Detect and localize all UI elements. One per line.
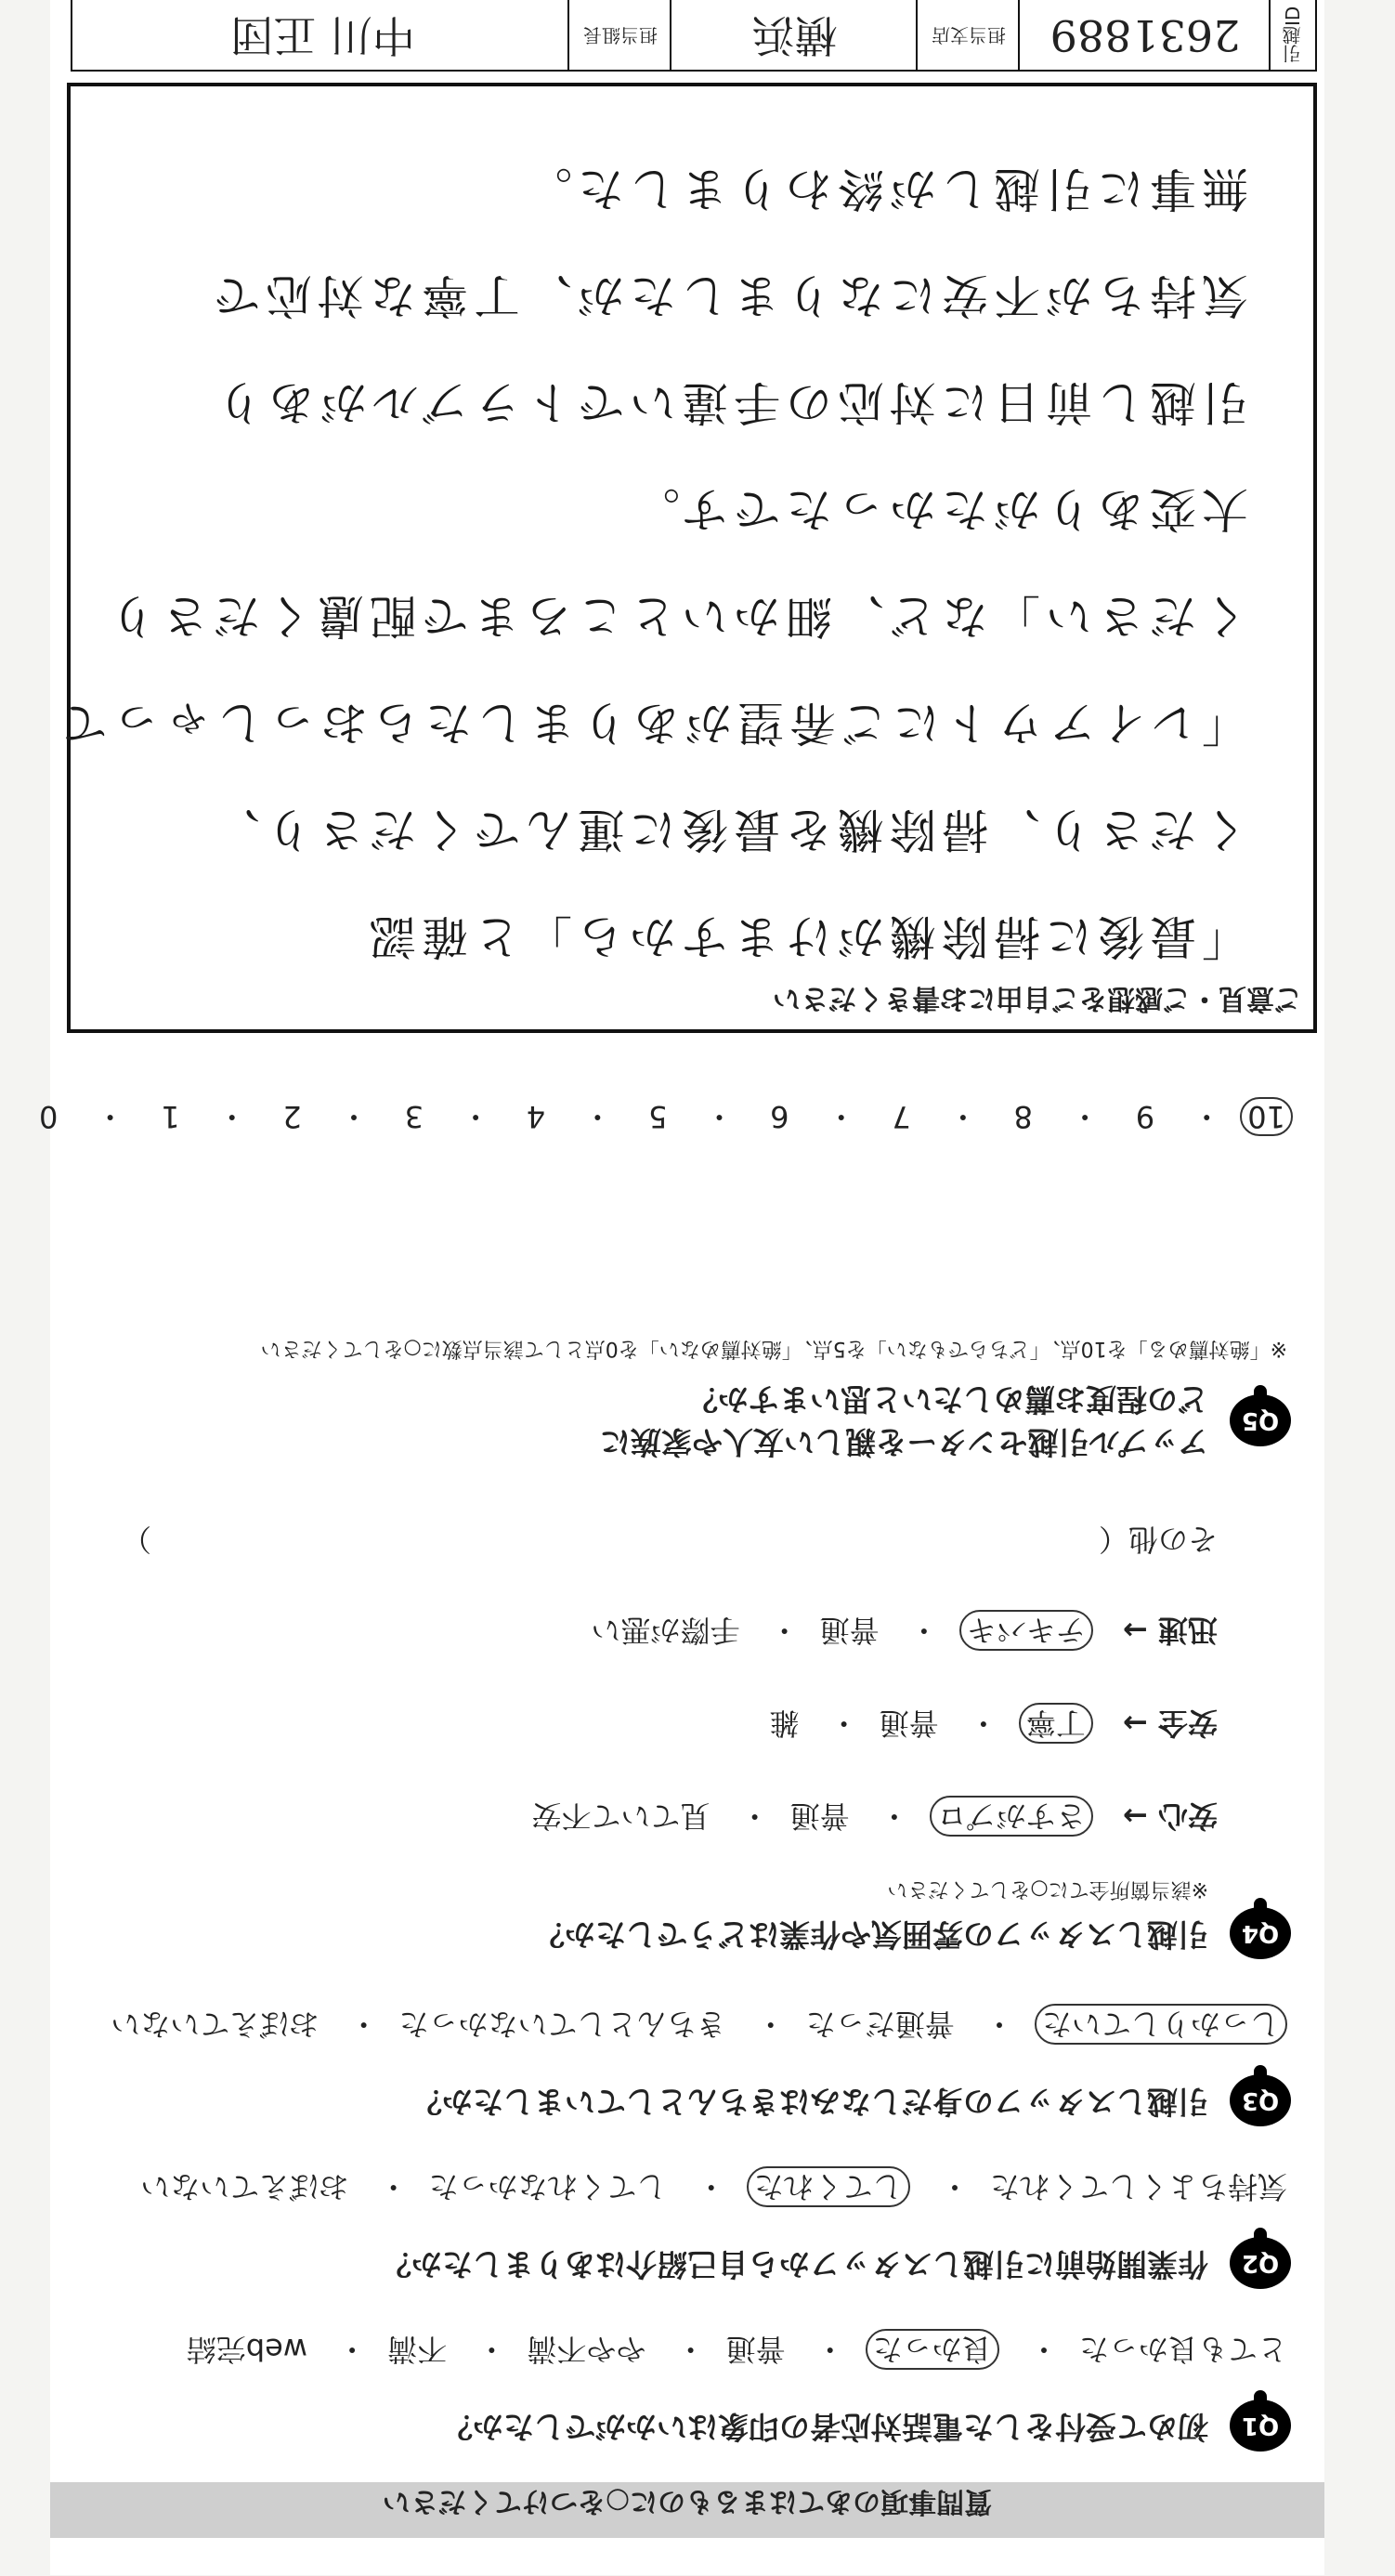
q4-option[interactable]: 普通 [819,1613,880,1648]
group-leader-label: 担当組長 [567,0,671,70]
comment-box[interactable] [56,83,1317,1033]
q5-score[interactable]: 0 [39,1099,59,1134]
q4-option[interactable]: 見ていて不安 [531,1798,711,1834]
q1-option[interactable]: やや不満 [527,2332,646,2367]
q1-option[interactable]: 不満 [387,2332,448,2367]
comment-line: 無事に引越しが終わりました。 [520,162,1248,216]
comment-heading: ご意見・ご感想をご自由にお書きください [773,982,1302,1014]
q4-option-circled[interactable]: さすがプロ [930,1796,1093,1837]
comment-line: ください」など、細かいところまで配慮くださり [104,589,1248,643]
q5-scale: 10・ 9・ 8・ 7・ 6・ 5・ 4・ 3・ 2・ 1・ 0 [3,1097,1293,1140]
q5-score[interactable]: 8 [1013,1099,1033,1134]
move-id-value: 2631889 [1018,0,1271,70]
q2-text: 作業開始前に引越しスタッフから自己紹介はありましたか？ [381,2246,1208,2282]
comment-line: 大変ありがたかったです。 [628,482,1248,536]
q2-option[interactable]: 気持ちよくしてくれた [989,2169,1287,2204]
q4-note: ※該当箇所全てに○をしてください [887,1877,1208,1901]
q4-option[interactable]: 手際が悪い [591,1613,740,1648]
q2-badge: Q2 [1230,2237,1291,2289]
survey-card [39,0,1324,2575]
q5-text-line2: どの程度お薦めしたいと思いますか？ [687,1381,1208,1418]
branch-label: 担当支店 [916,0,1020,70]
q1-option[interactable]: web完結 [186,2332,307,2367]
q1-option[interactable]: 普通 [725,2332,786,2367]
q2-options: 気持ちよくしてくれた・ してくれた・ してくれなかった・ おぼえていない [120,2166,1287,2207]
staff-info-strip [71,0,1317,72]
comment-line: 引越し前日に対応の手違いでトラブルがあり [211,375,1248,429]
q5-score-circled[interactable]: 10 [1240,1097,1293,1136]
q3-badge: Q3 [1230,2074,1291,2126]
branch-value: 横浜 [670,0,918,70]
q5-score[interactable]: 3 [404,1099,424,1134]
q4-other [122,1521,1218,1558]
q5-score[interactable]: 6 [770,1099,789,1134]
q5-score[interactable]: 9 [1135,1099,1155,1134]
q5-score[interactable]: 1 [161,1099,180,1134]
q5-note: ※「絶対薦める」を10点、「どちらでもない」を5点、「絶対薦めない」を0点として該当点数に○をしてください [260,1337,1287,1360]
group-leader-value: 中川 正団 [230,10,415,60]
comment-line: くださり、掃除機を最後に運んでくださり、 [208,803,1248,856]
q4-row-label: 安心 → [1123,1798,1218,1834]
q4-row-anshin: 安心 → さすがプロ・ 普通・ 見ていて不安 [511,1796,1218,1837]
q4-text: 引越しスタッフの雰囲気や作業はどうでしたか？ [534,1916,1208,1953]
q3-option[interactable]: おぼえていない [111,2007,319,2042]
q4-badge: Q4 [1230,1907,1291,1959]
q4-row-anzen: 安全 → 丁寧・ 普通・ 雑 [749,1703,1218,1744]
move-id-label: 引越ID [1269,0,1315,70]
q4-option[interactable]: 普通 [789,1798,850,1834]
q5-score[interactable]: 5 [647,1099,668,1134]
q3-option[interactable]: きちんとしていなかった [398,2007,726,2042]
comment-line: 「最後に掃除機がけますから」と確認 [364,909,1248,963]
q4-option-circled[interactable]: テキパキ [959,1610,1093,1651]
q4-other-label: その他（ [1098,1522,1218,1557]
q3-option[interactable]: 普通だった [805,2007,955,2042]
q4-row-label: 安全 → [1123,1706,1218,1741]
q2-option[interactable]: おぼえていない [140,2169,349,2204]
q5-score[interactable]: 2 [282,1099,302,1134]
q1-text: 初めて受付をした電話対応者の印象はいかがでしたか？ [442,2409,1208,2445]
q1-option-circled[interactable]: 良かった [866,2329,999,2370]
q5-text-line1: アップル引越センターを親しい友人や家族に [599,1424,1208,1460]
comment-line: 気持ちが不安になりましたが、丁寧な対応で [208,268,1248,322]
q4-option-circled[interactable]: 丁寧 [1019,1703,1093,1744]
q4-row-label: 迅速 → [1123,1613,1218,1648]
q3-options: しっかりしていた・ 普通だった・ きちんとしていなかった・ おぼえていない [90,2004,1287,2045]
q1-option[interactable]: とても良かった [1078,2332,1287,2367]
q4-other-close: ） [122,1522,152,1557]
q2-option[interactable]: してくれなかった [428,2169,667,2204]
q4-option[interactable]: 雑 [769,1706,800,1741]
q5-score[interactable]: 4 [526,1099,546,1134]
q1-badge: Q1 [1230,2399,1291,2452]
comment-line: 「レイアウトにご希望がありましたらおっしゃって [56,696,1248,750]
q2-option-circled[interactable]: してくれた [747,2166,910,2207]
q5-score[interactable]: 7 [892,1099,911,1134]
instruction-bar [50,2482,1324,2538]
q5-badge: Q5 [1230,1394,1291,1446]
q4-row-jinsoku: 迅速 → テキパキ・ 普通・ 手際が悪い [570,1610,1218,1651]
q1-options: とても良かった・ 良かった・ 普通・ やや不満・ 不満・ web完結 [166,2329,1287,2370]
q4-option[interactable]: 普通 [879,1706,939,1741]
q3-option-circled[interactable]: しっかりしていた [1035,2004,1287,2045]
instruction-text: 質問事項のあてはまるものに○をつけてください [382,2485,993,2517]
q3-text: 引越しスタッフの身だしなみはきちんとしていましたか？ [411,2084,1208,2120]
